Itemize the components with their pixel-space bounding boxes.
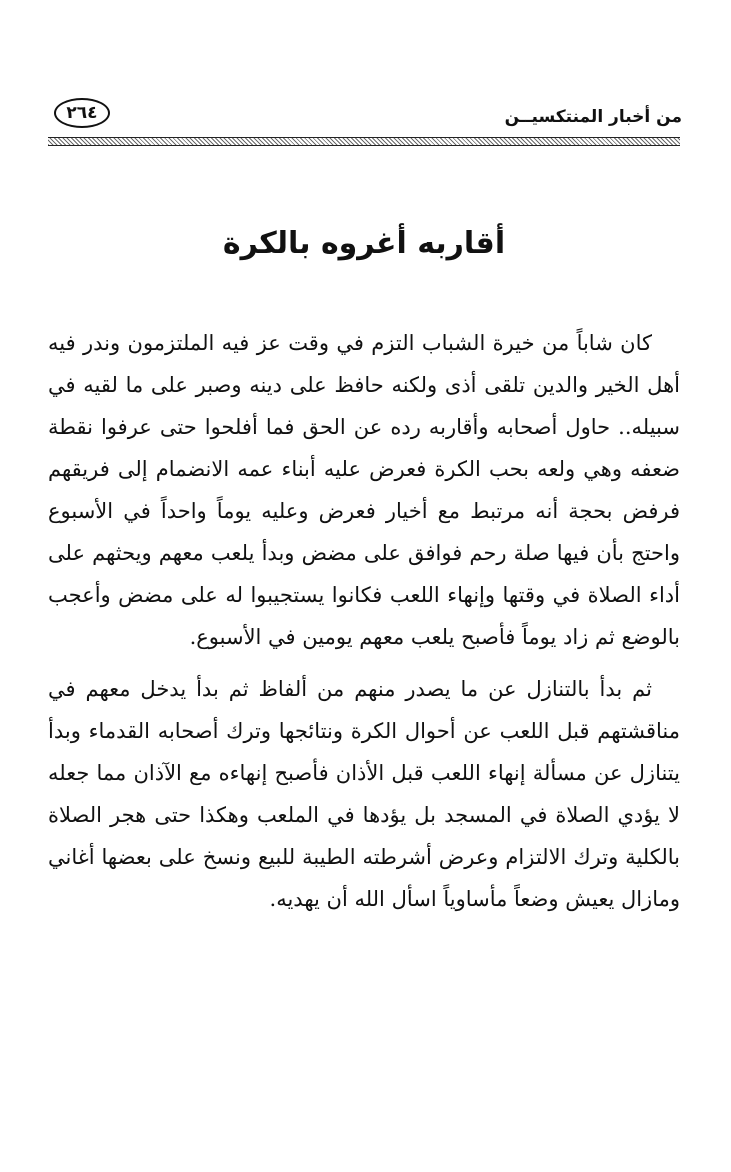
paragraph: كان شاباً من خيرة الشباب التزم في وقت عز فيه الملتزمون وندر فيه أهل الخير والدين تلقى أذى ولكنه حافظ على دينه وصبر على ما لقيه في سبيله.. حاول أصحابه وأقاربه رده عن الحق فما أفلحوا حتى عرفوا نقطة ضعفه وهي ولعه بحب الكرة فعرض عليه أبناء عمه الانضمام إلى فريقهم فرفض بحجة أنه مرتبط مع أخيار فعرض وعليه يوماً واحداً في الأسبوع واحتج بأن فيها صلة رحم فوافق على مضض وبدأ يلعب معهم ويحثهم على أداء الصلاة في وقتها وإنهاء اللعب فكانوا يستجيبوا له على مضض وأعجب بالوضع ثم زاد يوماً فأصبح يلعب معهم يومين في الأسبوع. [48, 331, 680, 649]
running-header [48, 92, 682, 134]
paragraph: ثم بدأ بالتنازل عن ما يصدر منهم من ألفاظ ثم بدأ يدخل معهم في مناقشتهم قبل اللعب عن أحوال الكرة ونتائجها وترك أصحابه القدماء وبدأ يتنازل عن مسألة إنهاء اللعب قبل الأذان فأصبح إنهاءه مع الآذان مما جعله لا يؤدي الصلاة في المسجد بل يؤدها في الملعب وهكذا حتى هجر الصلاة بالكلية وترك الالتزام وعرض أشرطته الطيبة للبيع ونسخ على بعضها أغاني ومازال يعيش وضعاً مأساوياً اسأل الله أن يهديه. [48, 677, 680, 911]
book-title: من أخبار المنتكسيــن [504, 107, 682, 127]
page-number-badge: ٢٦٤ [54, 98, 110, 128]
chapter-title: أقاربه أغروه بالكرة [222, 226, 506, 261]
header-divider [48, 137, 680, 146]
body-text [48, 322, 680, 920]
